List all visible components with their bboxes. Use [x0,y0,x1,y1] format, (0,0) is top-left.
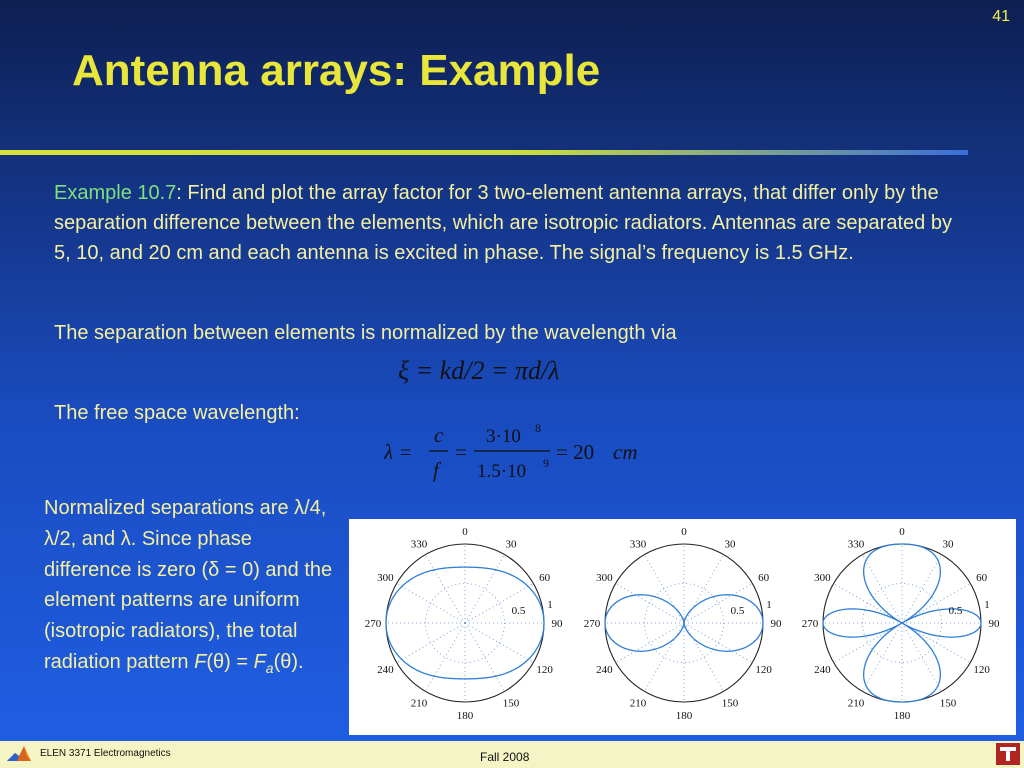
polar-angle-label: 300 [377,572,394,584]
side-lambda: λ [120,527,131,550]
eq-frac2-num-exp: 8 [535,421,541,435]
polar-grid-spoke [426,623,466,691]
polar-grid-spoke [684,555,724,623]
polar-angle-label: 0 [899,526,905,538]
polar-grid-spoke [426,555,466,623]
polar-angle-label: 240 [596,664,613,676]
eq-unit: cm [613,440,638,464]
polar-angle-label: 90 [770,618,782,630]
polar-angle-label: 330 [847,538,865,551]
university-logo-icon [996,743,1020,765]
polar-angle-label: 180 [456,710,474,722]
polar-grid-spoke [684,623,724,691]
wavelength-text: The free space wavelength: [54,402,300,424]
polar-angle-label: 120 [536,664,553,676]
normalization-equation: ξ = kd/2 = πd/λ [398,356,560,385]
footer-bar [0,741,1024,768]
side-explanation [44,493,340,684]
footer-term: Fall 2008 [480,750,530,764]
wavelength-equation [380,418,680,486]
side-Fa: F [253,650,266,673]
polar-angle-label: 330 [410,538,428,551]
polar-angle-label: 210 [629,697,647,710]
polar-angle-label: 0 [462,526,468,538]
polar-angle-label: 150 [502,697,520,710]
side-lambda-4: λ/4, [294,497,327,519]
side-text-3: = 0) and the element patterns are uniform (isotropic radiators), the total radiation pattern [44,558,333,673]
slide-number: 41 [992,8,1010,25]
polar-grid-spoke [645,623,685,691]
side-delta: δ [208,558,220,581]
side-text-1: Normalized separations are [44,497,295,519]
polar-angle-label: 240 [814,664,831,676]
polar-grid-spoke [465,555,505,623]
polar-angle-label: 270 [583,618,601,630]
polar-angle-label: 0 [681,526,687,538]
example-paragraph [54,178,964,268]
polar-angle-label: 30 [724,538,736,551]
side-F: F [194,650,207,673]
polar-angle-label: 180 [675,710,693,722]
polar-angle-label: 60 [539,572,551,584]
slide-title: Antenna arrays: Example [72,46,601,95]
eq-frac2-num: 3·10 [486,426,521,447]
polar-angle-label: 60 [976,572,988,584]
polar-radial-label: 0.5 [511,605,526,617]
polar-angle-label: 270 [801,618,819,630]
polar-grid-spoke [684,584,752,624]
polar-grid-spoke [397,623,465,663]
side-a-sub: a [265,659,274,676]
array-factor-curve [605,595,763,651]
polar-angle-label: 330 [629,538,647,551]
polar-radial-label: 1 [984,599,990,611]
polar-angle-label: 210 [410,697,428,710]
polar-radial-label: 1 [547,599,553,611]
polar-angle-label: 180 [893,710,911,722]
eq-lhs: λ = [384,440,413,464]
side-eq: = [230,650,254,673]
eq-result: = 20 [556,440,595,464]
side-theta-1: (θ) [206,650,231,673]
polar-angle-label: 300 [596,572,613,584]
polar-grid-spoke [465,623,505,691]
eq-frac2-den: 1.5·10 [477,461,527,482]
polar-angle-label: 30 [505,538,517,551]
example-label: Example 10.7 [54,182,177,204]
side-text-2: . Since phase difference is zero ( [44,527,252,581]
eq-frac1-den: f [433,458,439,482]
polar-radial-label: 1 [766,599,772,611]
side-theta-2: (θ) [273,650,299,673]
polar-radial-label: 0.5 [948,605,963,617]
normalization-text: The separation between elements is normalized by the wavelength via [54,322,677,344]
polar-angle-label: 90 [551,618,563,630]
polar-plots-svg [349,519,1016,735]
polar-radial-label: 0.5 [730,605,745,617]
polar-angle-label: 150 [721,697,739,710]
polar-grid-spoke [465,584,533,624]
polar-angle-label: 240 [377,664,394,676]
polar-angle-label: 120 [755,664,772,676]
example-text: : Find and plot the array factor for 3 two-element antenna arrays, that differ only by the separation difference between the elements, which are isotropic radiators. Antennas are separated by 5, 10, and 20 cm and each antenna is excited in phase. The signal’s frequency is 1.5 GHz. [54,182,952,264]
polar-angle-label: 210 [847,697,865,710]
array-factor-curve [823,544,981,702]
footer-course: ELEN 3371 Electromagnetics [40,748,171,759]
polar-angle-label: 120 [973,664,990,676]
polar-angle-label: 30 [942,538,954,551]
eq-frac2-den-exp: 9 [543,456,549,470]
title-underline [0,150,968,155]
side-lambda-2: λ/2, and [44,527,121,550]
polar-angle-label: 60 [758,572,770,584]
polar-grid-spoke [645,555,685,623]
polar-plots-panel [349,519,1016,735]
polar-angle-label: 270 [364,618,382,630]
polar-angle-label: 150 [939,697,957,710]
polar-angle-label: 300 [814,572,831,584]
matlab-logo-icon [6,744,32,764]
eq-frac1-num: c [434,423,444,447]
polar-grid-spoke [616,623,684,663]
polar-angle-label: 90 [988,618,1000,630]
eq-equals: = [455,440,467,464]
side-end: . [298,650,304,673]
